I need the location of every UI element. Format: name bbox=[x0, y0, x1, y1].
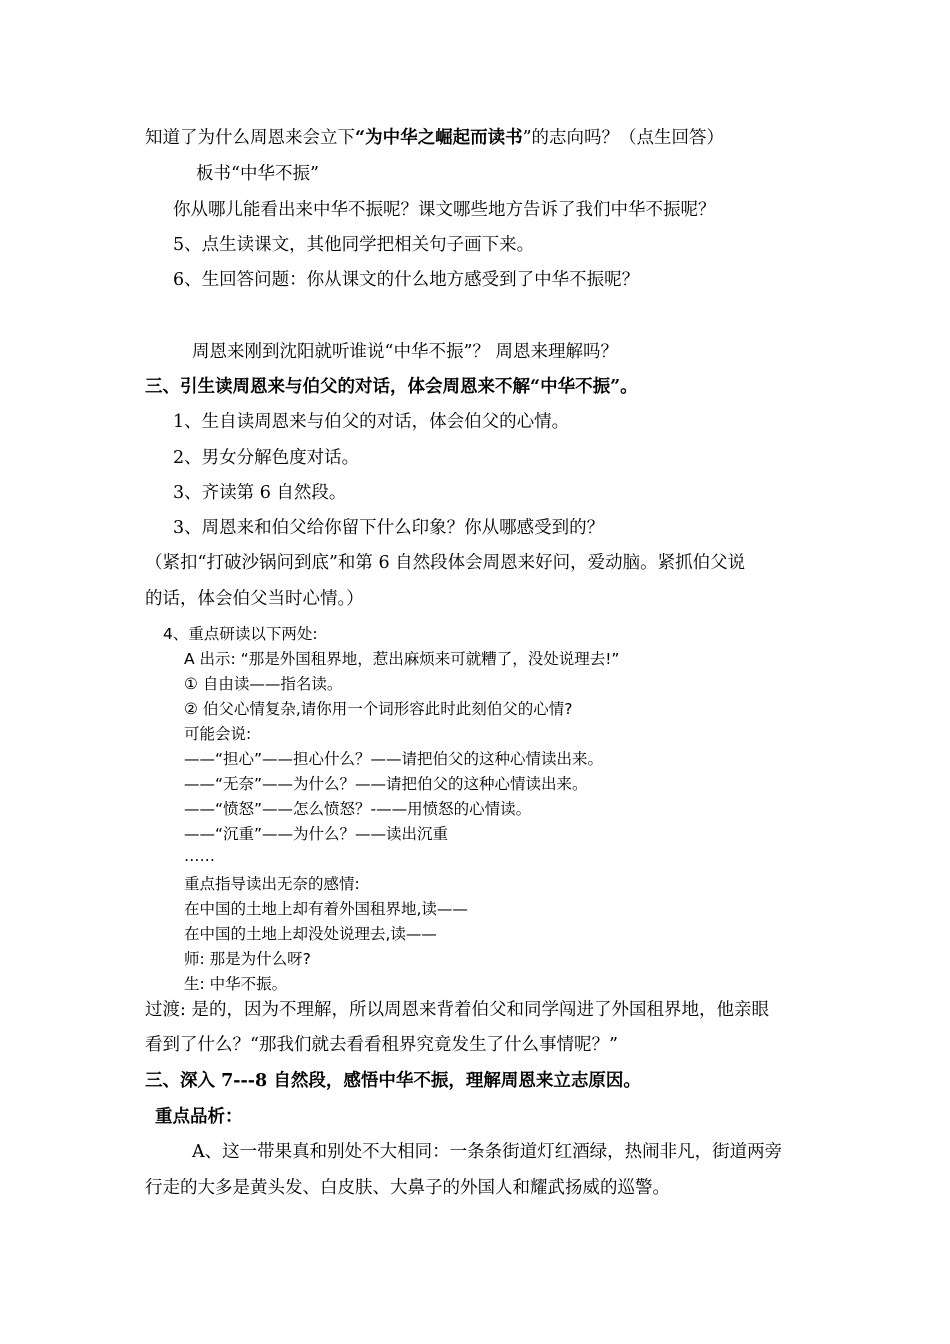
step-6: 6、生回答问题：你从课文的什么地方感受到了中华不振呢？ bbox=[173, 270, 640, 290]
step-2: 2、男女分解色度对话。 bbox=[173, 448, 360, 468]
excerpt-paragraph-continued: 行走的大多是黄头发、白皮肤、大鼻子的外国人和耀武扬威的巡警。 bbox=[145, 1178, 670, 1198]
transition-paragraph: 过渡: 是的，因为不理解，所以周恩来背着伯父和同学闯进了外国租界地，他亲眼 bbox=[145, 1000, 769, 1020]
emphasis-motto: “为中华之崛起而读书 bbox=[355, 128, 523, 148]
paragraph-question: 你从哪儿能看出来中华不振呢？课文哪些地方告诉了我们中华不振呢？ bbox=[173, 200, 716, 220]
list-item: ——“沉重”——为什么？——读出沉重 bbox=[184, 825, 449, 843]
quote-line: A 出示: “那是外国租界地，惹出麻烦来可就糟了，没处说理去!” bbox=[184, 650, 620, 668]
list-item: ① 自由读——指名读。 bbox=[184, 675, 343, 693]
transition-paragraph-continued: 看到了什么？“那我们就去看看租界究竟发生了什么事情呢？” bbox=[145, 1035, 618, 1055]
list-item: 在中国的土地上却没处说理去,读—— bbox=[184, 925, 437, 943]
step-5: 5、点生读课文，其他同学把相关句子画下来。 bbox=[173, 235, 535, 255]
list-item: ——“担心”——担心什么？——请把伯父的这种心情读出来。 bbox=[184, 750, 604, 768]
subheading: 重点品析： bbox=[155, 1107, 243, 1127]
list-item: ② 伯父心情复杂,请你用一个词形容此时此刻伯父的心情? bbox=[184, 700, 573, 718]
step-1: 1、生自读周恩来与伯父的对话，体会伯父的心情。 bbox=[173, 412, 570, 432]
paragraph-note-continued: 的话，体会伯父当时心情。） bbox=[145, 589, 364, 609]
excerpt-paragraph: A、这一带果真和别处不大相同：一条条街道灯红酒绿，热闹非凡，街道两旁 bbox=[192, 1142, 783, 1162]
paragraph-note: （紧扣“打破沙锅问到底”和第 6 自然段体会周恩来好问，爱动脑。紧抓伯父说 bbox=[145, 553, 746, 573]
list-item: 在中国的土地上却有着外国租界地,读—— bbox=[184, 900, 468, 918]
paragraph-question: 周恩来刚到沈阳就听谁说“中华不振”？ 周恩来理解吗？ bbox=[192, 342, 618, 362]
step-3b: 3、周恩来和伯父给你留下什么印象？你从哪感受到的？ bbox=[173, 518, 605, 538]
list-item: …… bbox=[184, 847, 215, 865]
text-run: ”的志向吗？（点生回答） bbox=[522, 128, 725, 148]
list-item: 生: 中华不振。 bbox=[184, 975, 288, 993]
list-item: 可能会说: bbox=[184, 725, 252, 743]
list-item: 师: 那是为什么呀? bbox=[184, 950, 311, 968]
step-4: 4、重点研读以下两处: bbox=[163, 625, 318, 643]
board-note: 板书“中华不振” bbox=[196, 164, 319, 184]
text-run: 知道了为什么周恩来会立下 bbox=[145, 128, 355, 148]
step-3: 3、齐读第 6 自然段。 bbox=[173, 483, 347, 503]
section-heading: 三、引生读周恩来与伯父的对话，体会周恩来不解“中华不振”。 bbox=[145, 377, 638, 397]
list-item: ——“愤怒”——怎么愤怒？-——用愤怒的心情读。 bbox=[184, 800, 532, 818]
list-item: ——“无奈”——为什么？——请把伯父的这种心情读出来。 bbox=[184, 775, 588, 793]
paragraph-ambition-question bbox=[145, 124, 724, 149]
list-item: 重点指导读出无奈的感情: bbox=[184, 875, 360, 893]
section-heading: 三、深入 7---8 自然段，感悟中华不振，理解周恩来立志原因。 bbox=[145, 1071, 641, 1091]
